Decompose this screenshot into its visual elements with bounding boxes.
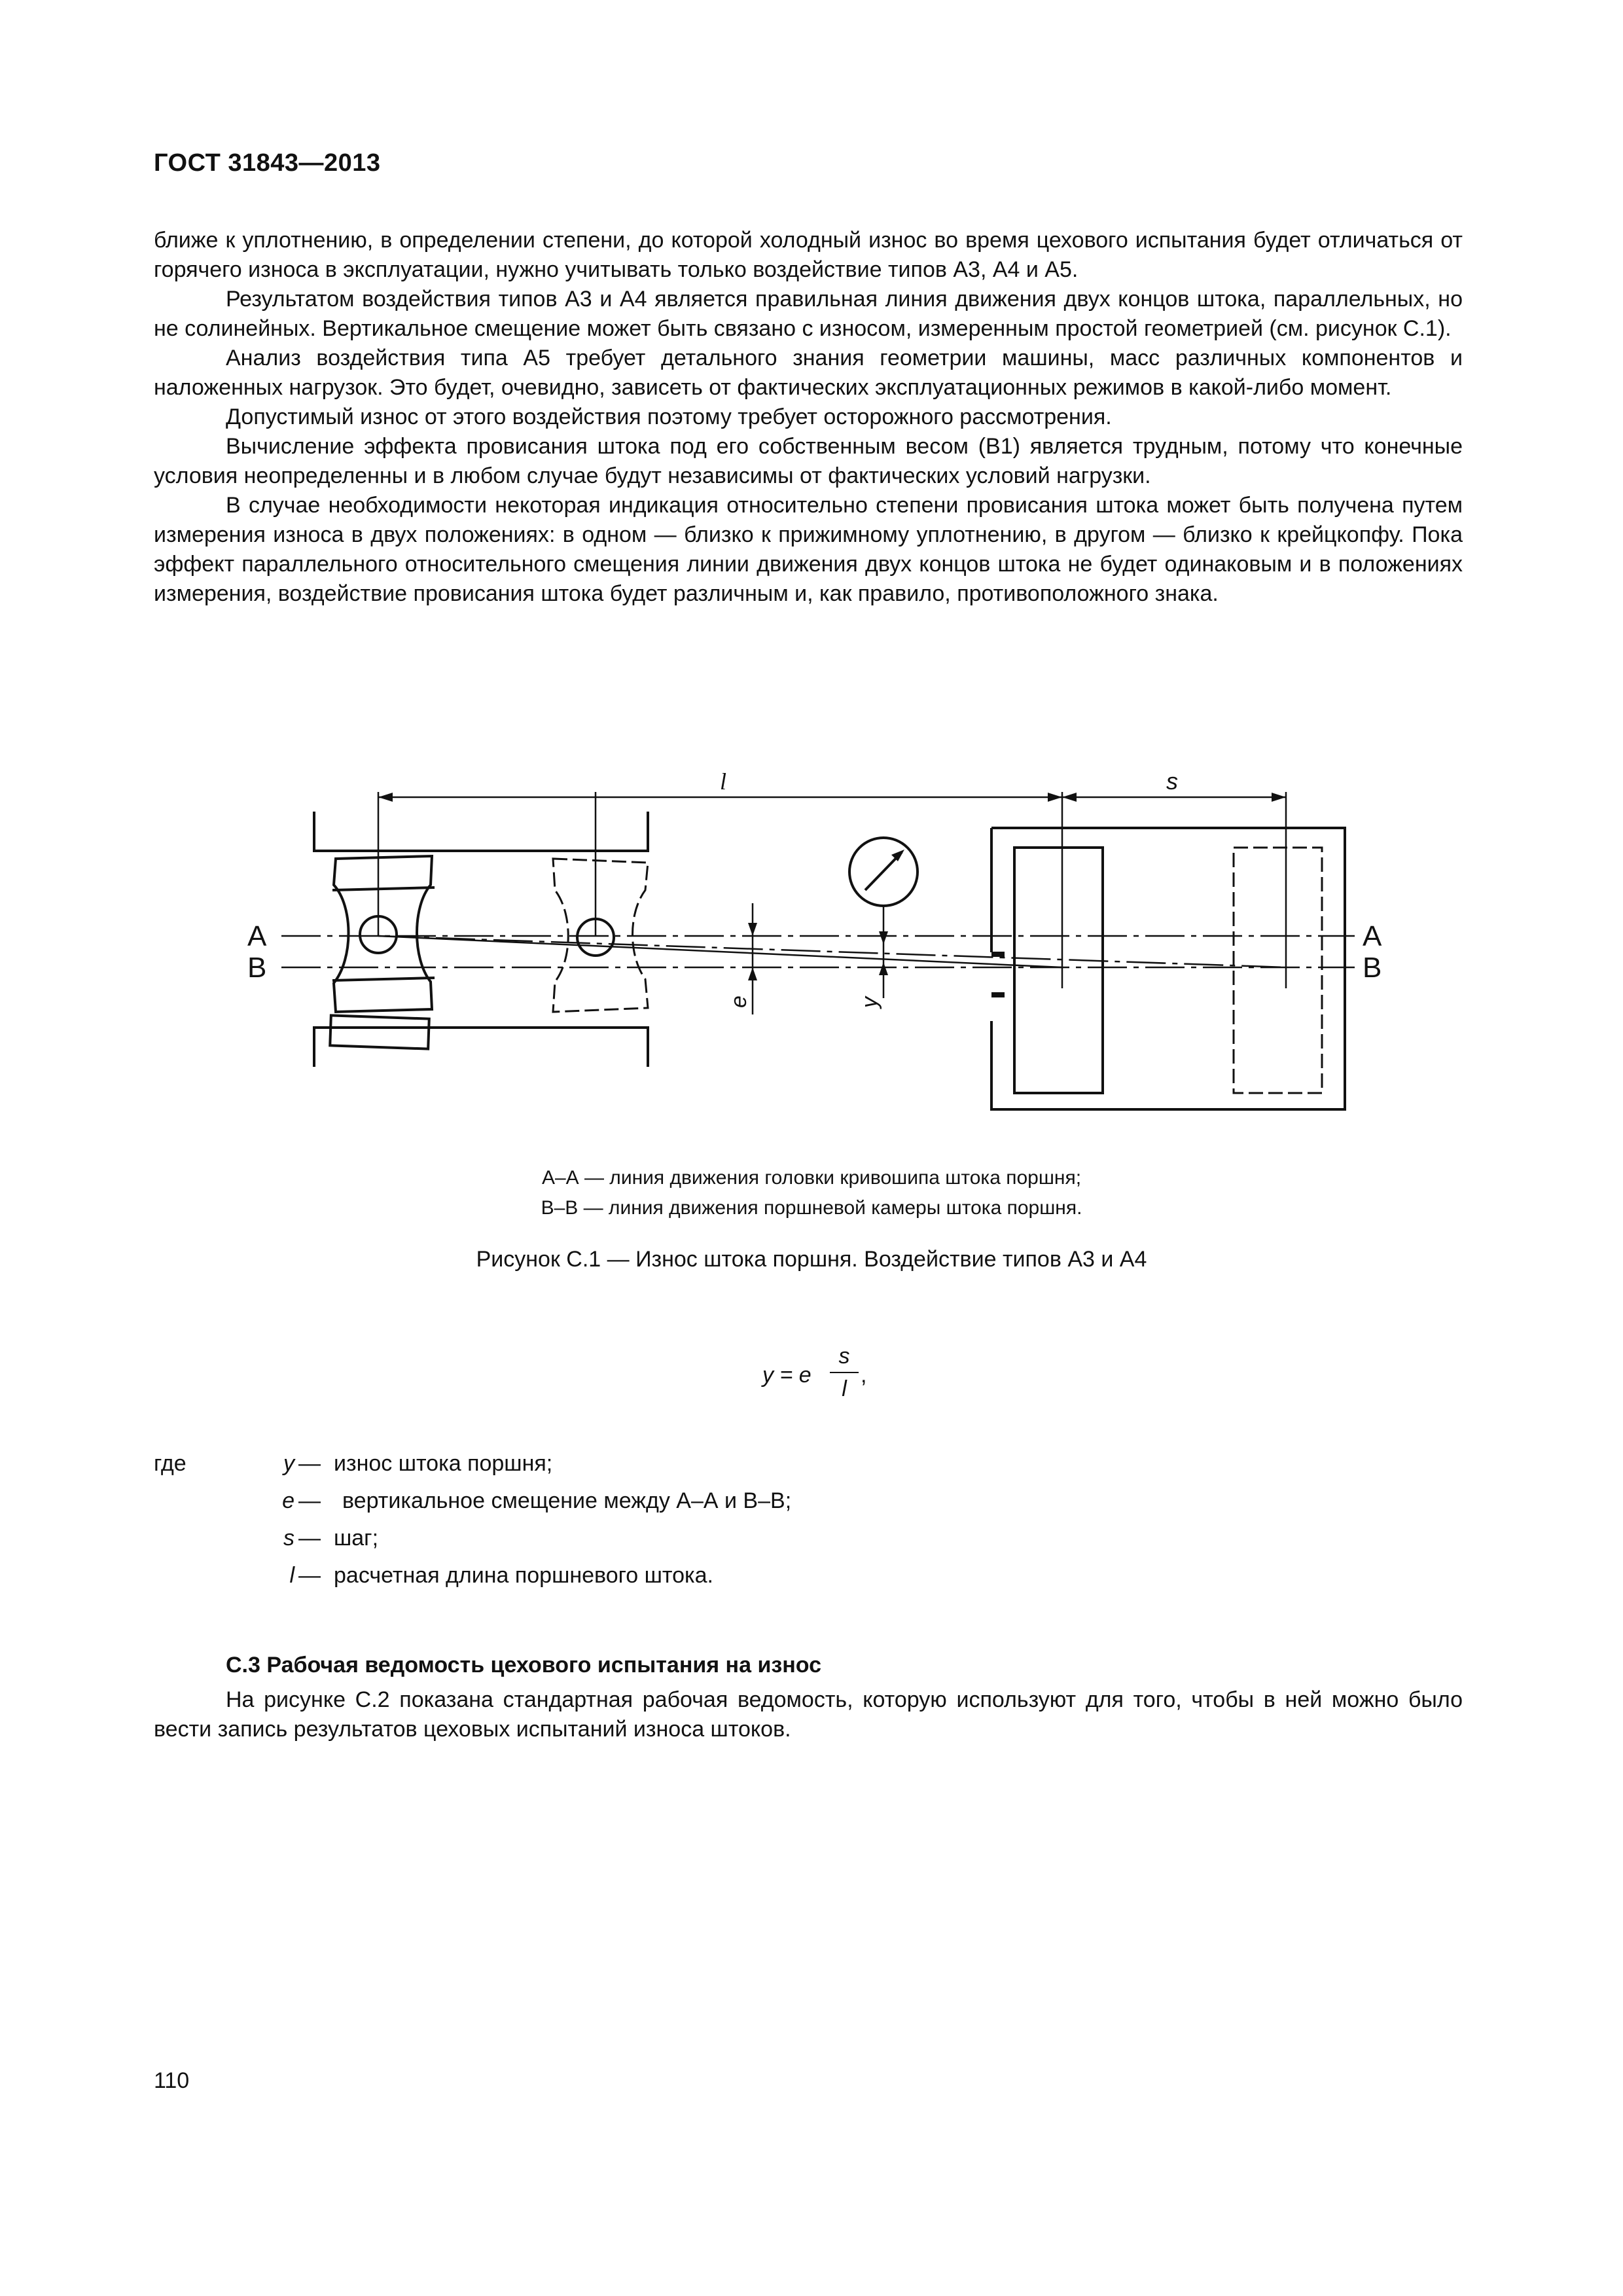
arrow — [748, 923, 757, 936]
where-label: где — [154, 1451, 187, 1476]
where-symbol: l — [289, 1563, 294, 1588]
arrow — [748, 967, 757, 980]
label-b-right: B — [1363, 952, 1382, 984]
where-text: расчетная длина поршневого штока. — [334, 1563, 713, 1588]
formula-trail: , — [861, 1363, 867, 1388]
where-text: шаг; — [334, 1526, 379, 1551]
formula-lhs: y = e — [762, 1363, 812, 1388]
upper-guide — [314, 812, 648, 851]
fraction-bar — [830, 1372, 859, 1373]
body-text — [154, 226, 1463, 609]
section-text — [154, 1685, 1463, 1744]
figure-c1 — [196, 726, 1440, 1152]
arrow — [378, 793, 393, 802]
page-number: 110 — [154, 2068, 190, 2093]
paragraph: Анализ воздействия типа А5 требует детального знания геометрии машины, масс различных компонентов и наложенных нагрузок. Это будет, очевидно, зависеть от фактических эксплуатационных режимов в какой-либо момент. — [154, 346, 1463, 400]
where-dash: — — [298, 1526, 321, 1551]
legend-line: А–А — линия движения головки кривошипа штока поршня; — [541, 1167, 1082, 1189]
formula-numerator: s — [838, 1344, 850, 1369]
label-a-right: A — [1363, 920, 1382, 952]
arrow — [1062, 793, 1077, 802]
where-symbol: y — [283, 1451, 294, 1476]
arrow — [879, 962, 888, 975]
arrow — [1272, 793, 1286, 802]
paragraph: Допустимый износ от этого воздействия поэтому требует осторожного рассмотрения. — [226, 404, 1112, 429]
label-y: y — [857, 997, 882, 1008]
paragraph: В случае необходимости некоторая индикация относительно степени провисания штока может быть получена путем измерения износа в двух положениях: в одном — близко к прижимному уплотнению, в другом — близко к крейцкопфу. Пока эффект параллельного относительного смещения линии движения двух концов штока не будет одинаковым и в положениях измерения, воздействие провисания штока будет различным и, как правило, противоположного знака. — [154, 493, 1463, 606]
lower-shoe — [330, 1015, 429, 1049]
formula-fraction — [830, 1342, 859, 1403]
paragraph: На рисунке С.2 показана стандартная рабочая ведомость, которую используют для того, чтобы в ней можно было вести запись результатов цеховых испытаний износа штоков. — [154, 1687, 1463, 1742]
label-e: e — [726, 996, 751, 1008]
paragraph: Вычисление эффекта провисания штока под его собственным весом (В1) является трудным, потому что конечные условия неопределенны и в любом случае будут независимы от фактических условий нагрузки. — [154, 434, 1463, 488]
rod-line-displaced — [378, 936, 1286, 967]
formula-denominator: l — [842, 1376, 847, 1401]
label-a-left: A — [247, 920, 267, 952]
where-symbol: e — [282, 1488, 294, 1513]
label-l: l — [720, 768, 727, 795]
label-b-left: B — [247, 952, 267, 984]
piston-solid — [1014, 848, 1103, 1093]
crosshead-upper-face — [332, 888, 435, 890]
where-text: износ штока поршня; — [334, 1451, 553, 1476]
page-header: ГОСТ 31843—2013 — [154, 149, 381, 177]
legend-line: В–В — линия движения поршневой камеры штока поршня. — [541, 1197, 1082, 1219]
rod-line — [378, 936, 1062, 967]
piston-dashed — [1234, 848, 1322, 1093]
paragraph: ближе к уплотнению, в определении степени, до которой холодный износ во время цехового испытания будет отличаться от горячего износа в эксплуатации, нужно учитывать только воздействие типов А3, А4 и А5. — [154, 228, 1463, 282]
where-symbol: s — [283, 1526, 294, 1551]
cylinder-housing — [991, 828, 1345, 1109]
figure-caption: Рисунок С.1 — Износ штока поршня. Воздействие типов А3 и А4 — [476, 1247, 1147, 1272]
paragraph: Результатом воздействия типов А3 и А4 является правильная линия движения двух концов штока, параллельных, но не солинейных. Вертикальное смещение может быть связано с износом, измеренным простой геометрией (см. рисунок С.1). — [154, 287, 1463, 341]
section-heading: С.3 Рабочая ведомость цехового испытания на износ — [226, 1653, 822, 1677]
arrow — [879, 931, 888, 944]
crosshead-solid — [334, 856, 432, 1012]
figure-legend — [0, 1163, 1623, 1223]
arrow — [1048, 793, 1062, 802]
where-dash: — — [298, 1451, 321, 1476]
figure-drawing — [196, 726, 1440, 1152]
crosshead-lower-face — [332, 978, 435, 980]
where-dash: — — [298, 1563, 321, 1588]
where-text: вертикальное смещение между А–А и В–В; — [342, 1488, 792, 1513]
where-dash: — — [298, 1488, 321, 1513]
label-s: s — [1166, 768, 1178, 795]
